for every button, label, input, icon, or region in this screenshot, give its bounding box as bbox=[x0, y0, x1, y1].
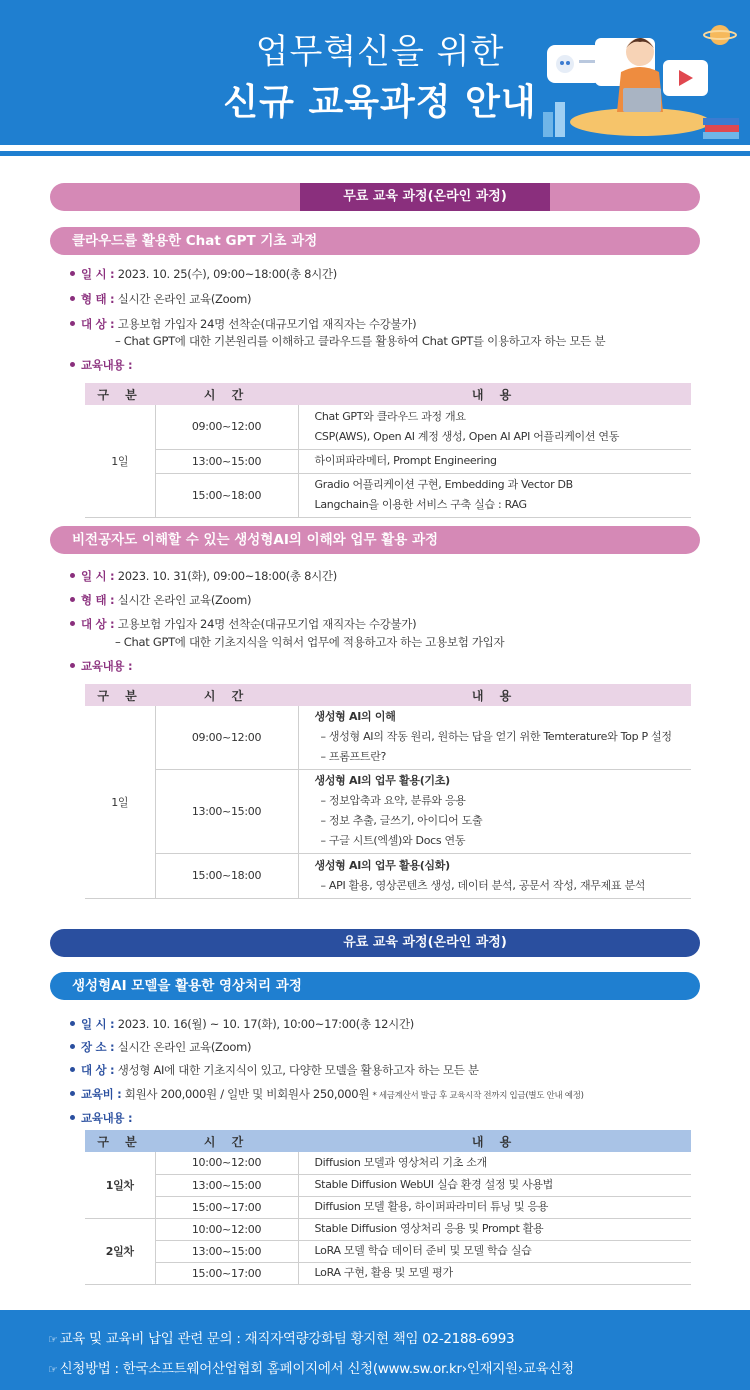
table-row: 2일차 10:00~12:00 Stable Diffusion 영상처리 응용 및 Prompt 활용 bbox=[85, 1218, 691, 1240]
bullet-icon bbox=[70, 321, 75, 326]
table-row: 1일 09:00~12:00 생성형 AI의 이해 – 생성형 AI의 작동 원리, 원하는 답을 얻기 위한 Temterature와 Top P 설정 – 프롬프트란? bbox=[85, 706, 691, 769]
header-banner bbox=[0, 0, 750, 145]
table-row: 13:00~15:00 LoRA 모델 학습 데이터 준비 및 모델 학습 실습 bbox=[85, 1240, 691, 1262]
bullet-icon bbox=[70, 1021, 75, 1026]
bullet-icon bbox=[70, 1044, 75, 1049]
header-title-line2: 신규 교육과정 안내 bbox=[223, 82, 537, 123]
bullet-icon bbox=[70, 271, 75, 276]
table-row: 13:00~15:00 생성형 AI의 업무 활용(기초) – 정보압축과 요약, 분류와 응용 – 정보 추출, 글쓰기, 아이디어 도출 – 구글 시트(엑셀)와 Docs 연동 bbox=[85, 769, 691, 853]
course2-title: 비전공자도 이해할 수 있는 생성형AI의 이해와 업무 활용 과정 bbox=[50, 526, 700, 554]
course1-date: 일 시 : 2023. 10. 25(수), 09:00~18:00(총 8시간) bbox=[70, 266, 337, 282]
table-row: 1일 09:00~12:00 Chat GPT와 클라우드 과정 개요 CSP(AWS), Open AI 계정 생성, Open AI API 어플리케이션 연동 bbox=[85, 405, 691, 449]
footer-contact: ☞ 교육 및 교육비 납입 관련 문의 : 재직자역량강화팀 황지현 책임 02-2188-6993 bbox=[48, 1331, 515, 1347]
pointing-hand-icon: ☞ bbox=[48, 1363, 58, 1376]
table-row: 13:00~15:00 Stable Diffusion WebUI 실습 환경 설정 및 사용법 bbox=[85, 1174, 691, 1196]
paid-course-content-label: 교육내용 : bbox=[70, 1110, 132, 1126]
course2-date: 일 시 : 2023. 10. 31(화), 09:00~18:00(총 8시간) bbox=[70, 568, 337, 584]
paid-course-fee: 교육비 : 회원사 200,000원 / 일반 및 비회원사 250,000원 * 세금계산서 발급 후 교육시작 전까지 입금(별도 안내 예정) bbox=[70, 1086, 584, 1102]
footer bbox=[0, 1310, 750, 1390]
bullet-icon bbox=[70, 1067, 75, 1072]
bullet-icon bbox=[70, 1115, 75, 1120]
paid-course-date: 일 시 : 2023. 10. 16(월) ~ 10. 17(화), 10:00~17:00(총 12시간) bbox=[70, 1016, 414, 1032]
course2-target: 대 상 : 고용보험 가입자 24명 선착순(대규모기업 재직자는 수강불가) bbox=[70, 616, 416, 632]
course2-target-sub: – Chat GPT에 대한 기초지식을 익혀서 업무에 적용하고자 하는 고용보험 가입자 bbox=[115, 635, 505, 649]
bullet-icon bbox=[70, 597, 75, 602]
free-section-bar bbox=[50, 183, 700, 211]
course1-type: 형 태 : 실시간 온라인 교육(Zoom) bbox=[70, 291, 251, 307]
table-row: 15:00~18:00 생성형 AI의 업무 활용(심화) – API 활용, 영상콘텐츠 생성, 데이터 분석, 공문서 작성, 재무제표 분석 bbox=[85, 853, 691, 898]
bullet-icon bbox=[70, 1091, 75, 1096]
bullet-icon bbox=[70, 296, 75, 301]
course1-title: 클라우드를 활용한 Chat GPT 기초 과정 bbox=[50, 227, 700, 255]
bullet-icon bbox=[70, 573, 75, 578]
paid-section-title: 유료 교육 과정(온라인 과정) bbox=[300, 929, 550, 957]
table-header-row: 구 분 시 간 내 용 bbox=[85, 383, 691, 405]
course2-content-label: 교육내용 : bbox=[70, 658, 132, 674]
table-row: 15:00~18:00 Gradio 어플리케이션 구현, Embedding 과 Vector DB Langchain을 이용한 서비스 구축 실습 : RAG bbox=[85, 473, 691, 517]
course2-table bbox=[85, 684, 691, 899]
bullet-icon bbox=[70, 663, 75, 668]
table-row: 1일차 10:00~12:00 Diffusion 모델과 영상처리 기초 소개 bbox=[85, 1152, 691, 1174]
header-divider-blue bbox=[0, 151, 750, 156]
course1-target: 대 상 : 고용보험 가입자 24명 선착순(대규모기업 재직자는 수강불가) bbox=[70, 316, 416, 332]
course2-type: 형 태 : 실시간 온라인 교육(Zoom) bbox=[70, 592, 251, 608]
bullet-icon bbox=[70, 621, 75, 626]
course1-target-sub: – Chat GPT에 대한 기본원리를 이해하고 클라우드를 활용하여 Chat GPT를 이용하고자 하는 모든 분 bbox=[115, 334, 606, 348]
table-row: 15:00~17:00 Diffusion 모델 활용, 하이퍼파라미터 튜닝 및 응용 bbox=[85, 1196, 691, 1218]
paid-course-target: 대 상 : 생성형 AI에 대한 기초지식이 있고, 다양한 모델을 활용하고자 하는 모든 분 bbox=[70, 1062, 479, 1078]
footer-apply: ☞ 신청방법 : 한국소프트웨어산업협회 홈페이지에서 신청(www.sw.or.kr›인재지원›교육신청 bbox=[48, 1361, 574, 1377]
student-illustration bbox=[535, 0, 750, 145]
table-row: 15:00~17:00 LoRA 구현, 활용 및 모델 평가 bbox=[85, 1262, 691, 1284]
header-title-line1: 업무혁신을 위한 bbox=[255, 32, 505, 72]
table-header-row: 구 분 시 간 내 용 bbox=[85, 684, 691, 706]
pointing-hand-icon: ☞ bbox=[48, 1333, 58, 1346]
table-header-row: 구 분 시 간 내 용 bbox=[85, 1130, 691, 1152]
table-row: 13:00~15:00 하이퍼파라메터, Prompt Engineering bbox=[85, 449, 691, 473]
course1-content-label: 교육내용 : bbox=[70, 357, 132, 373]
course1-table bbox=[85, 383, 691, 518]
paid-course-title: 생성형AI 모델을 활용한 영상처리 과정 bbox=[50, 972, 700, 1000]
paid-course-place: 장 소 : 실시간 온라인 교육(Zoom) bbox=[70, 1039, 251, 1055]
bullet-icon bbox=[70, 362, 75, 367]
paid-section-bar bbox=[50, 929, 700, 957]
paid-course-table bbox=[85, 1130, 691, 1285]
free-section-title: 무료 교육 과정(온라인 과정) bbox=[300, 183, 550, 211]
fee-note: * 세금계산서 발급 후 교육시작 전까지 입금(별도 안내 예정) bbox=[372, 1091, 584, 1101]
